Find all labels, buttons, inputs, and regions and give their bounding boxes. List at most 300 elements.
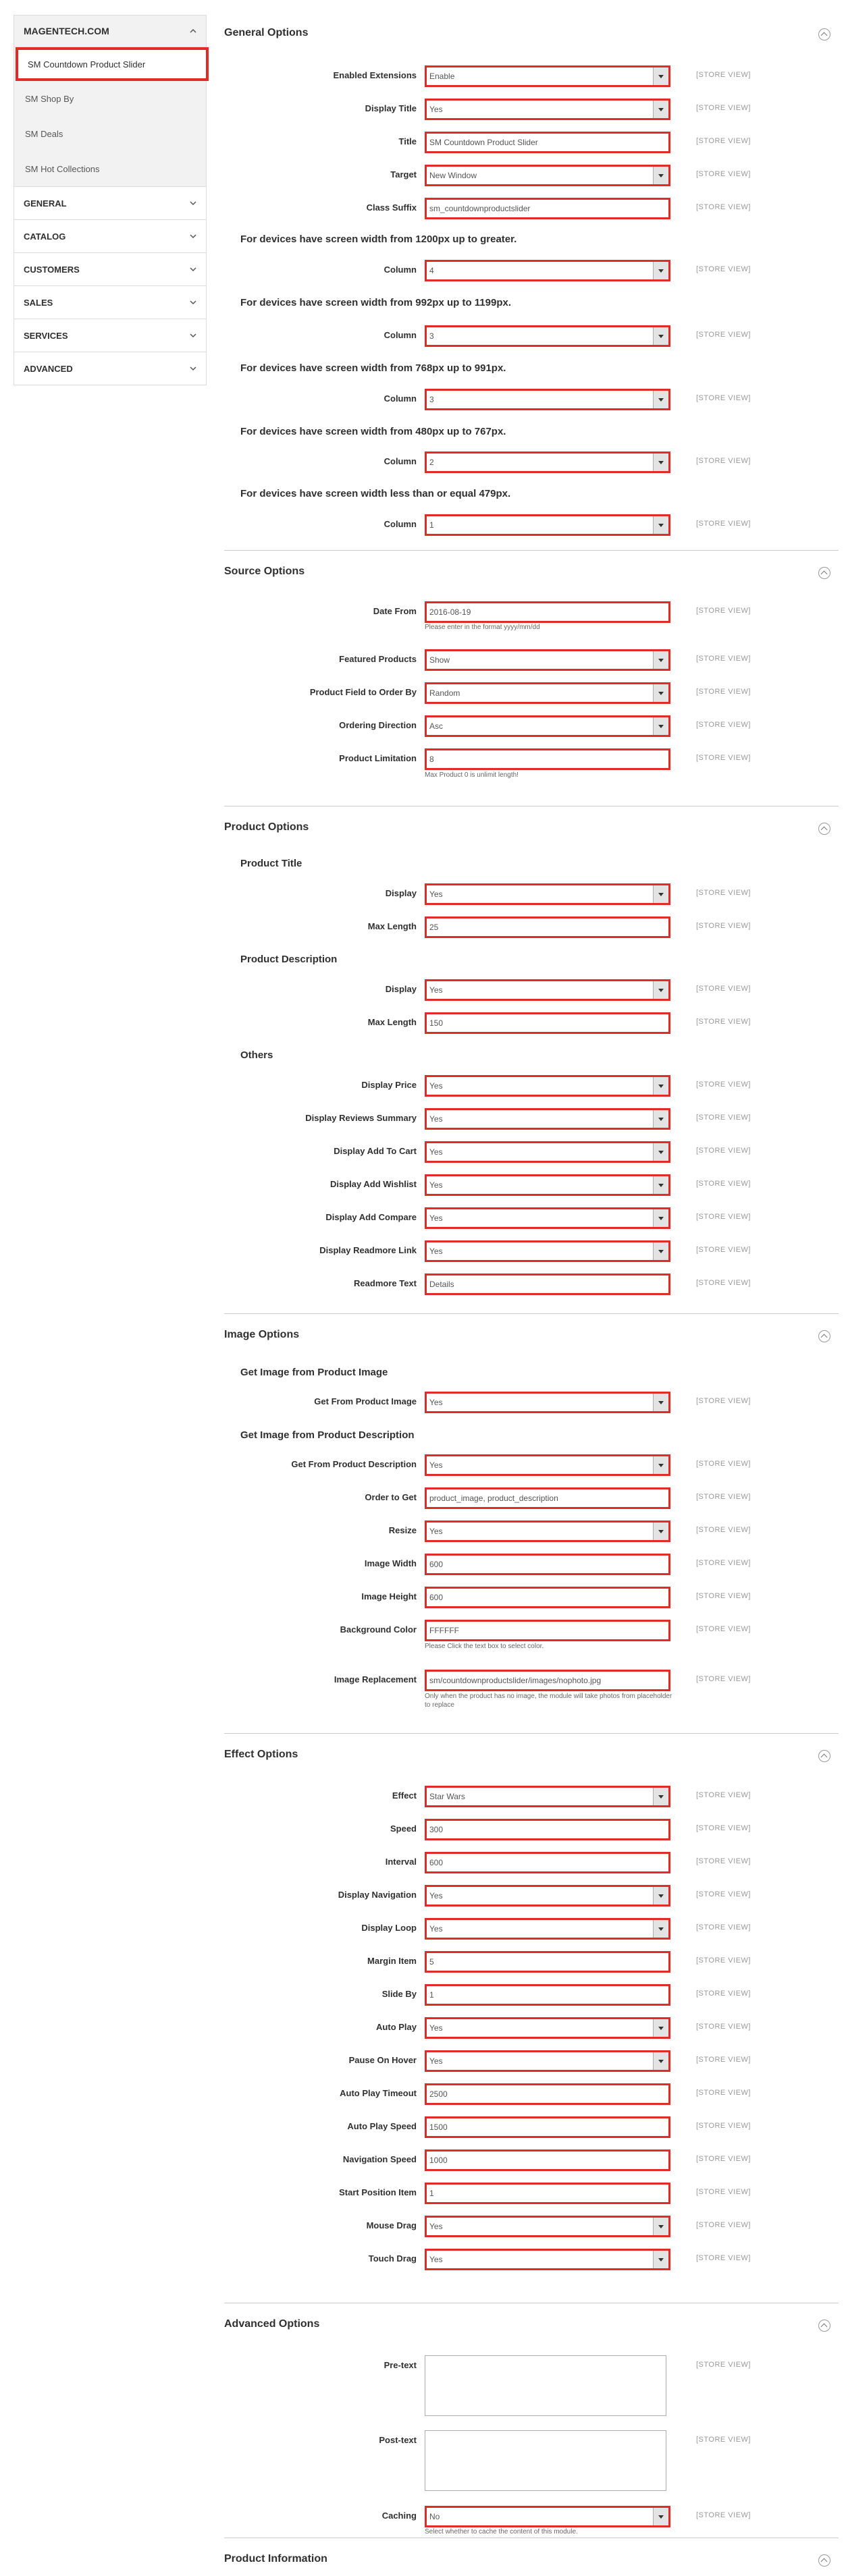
row-column-992 <box>224 325 839 346</box>
scope-label: [STORE VIEW] <box>696 922 751 930</box>
sidebar-section-label: CATALOG <box>24 231 66 242</box>
auto-play-select[interactable] <box>425 2017 670 2039</box>
field-label: Title <box>398 136 417 146</box>
sidebar-item-deals[interactable]: SM Deals <box>25 128 63 139</box>
image-options-section <box>224 1314 839 1734</box>
select-value: Yes <box>429 1246 443 1256</box>
row-order-get <box>224 1487 839 1508</box>
field-label: Pause On Hover <box>348 2055 417 2065</box>
field-label: Display Navigation <box>338 1890 417 1900</box>
row-post-text <box>224 2430 839 2492</box>
row-display-wishlist <box>224 1174 839 1195</box>
row-pre-text <box>224 2355 839 2417</box>
display-navigation-select[interactable] <box>425 1885 670 1907</box>
scope-label: [STORE VIEW] <box>696 1080 751 1089</box>
heading-1200: For devices have screen width from 1200px up to greater. <box>240 234 517 245</box>
field-label: Order to Get <box>365 1492 417 1502</box>
order-get-input[interactable]: product_image, product_description <box>425 1487 670 1509</box>
sidebar-section-label: GENERAL <box>24 198 67 209</box>
scope-label: [STORE VIEW] <box>696 1592 751 1600</box>
title-input[interactable]: SM Countdown Product Slider <box>425 132 670 153</box>
post-text-textarea[interactable] <box>425 2430 666 2491</box>
sidebar-section-label: SERVICES <box>24 330 68 341</box>
order-field-select[interactable] <box>425 682 670 704</box>
field-label: Get From Product Image <box>314 1396 417 1406</box>
row-from-image <box>224 1392 839 1412</box>
select-arrow-icon <box>658 2258 664 2262</box>
collapse-icon[interactable] <box>818 823 830 835</box>
scope-label: [STORE VIEW] <box>696 1018 751 1026</box>
field-label: Column <box>384 519 417 529</box>
select-arrow-icon <box>658 692 664 695</box>
scope-label: [STORE VIEW] <box>696 1114 751 1122</box>
select-arrow-icon <box>658 1795 664 1799</box>
autoplay-timeout-input[interactable]: 2500 <box>425 2083 670 2105</box>
scope-label: [STORE VIEW] <box>696 2221 751 2229</box>
select-value: Yes <box>429 1891 443 1900</box>
sidebar-item-shop-by[interactable]: SM Shop By <box>25 93 74 104</box>
select-value: Yes <box>429 1114 443 1124</box>
field-label: Pre-text <box>384 2360 417 2370</box>
sidebar-section-label: ADVANCED <box>24 363 73 374</box>
title-maxlen-input[interactable]: 25 <box>425 916 670 938</box>
chevron-up-icon <box>190 28 196 34</box>
scope-label: [STORE VIEW] <box>696 2511 751 2519</box>
field-label: Column <box>384 330 417 340</box>
image-height-input[interactable]: 600 <box>425 1587 670 1608</box>
section-title-image[interactable]: Image Options <box>224 1329 300 1340</box>
heading-from-desc: Get Image from Product Description <box>240 1429 415 1441</box>
scope-label: [STORE VIEW] <box>696 2056 751 2064</box>
general-options-section <box>224 0 839 551</box>
sidebar-section-services[interactable] <box>14 319 206 352</box>
field-label: Column <box>384 393 417 404</box>
select-arrow-icon <box>658 1894 664 1898</box>
select-value: Yes <box>429 889 443 899</box>
caching-note: Select whether to cache the content of this module. <box>425 2528 578 2536</box>
row-column-768 <box>224 389 839 409</box>
row-column-1200 <box>224 260 839 280</box>
scope-label: [STORE VIEW] <box>696 1923 751 1931</box>
image-width-input[interactable]: 600 <box>425 1554 670 1575</box>
column-479-select[interactable] <box>425 514 670 536</box>
select-arrow-icon <box>658 725 664 728</box>
scope-label: [STORE VIEW] <box>696 2089 751 2097</box>
field-label: Enabled Extensions <box>333 70 417 80</box>
select-arrow-icon <box>658 989 664 992</box>
field-label: Start Position Item <box>339 2187 417 2197</box>
display-loop-select[interactable] <box>425 1918 670 1940</box>
select-arrow-icon <box>658 2027 664 2030</box>
row-desc-maxlen <box>224 1012 839 1033</box>
pause-hover-select[interactable] <box>425 2050 670 2072</box>
effect-select[interactable] <box>425 1786 670 1807</box>
title-display-select[interactable] <box>425 883 670 905</box>
sidebar-section-advanced[interactable] <box>14 352 206 385</box>
scope-label: [STORE VIEW] <box>696 1493 751 1501</box>
row-column-479 <box>224 514 839 535</box>
row-column-480 <box>224 451 839 472</box>
field-label: Caching <box>381 2511 417 2521</box>
collapse-icon[interactable] <box>818 28 830 40</box>
scope-label: [STORE VIEW] <box>696 1890 751 1898</box>
sidebar-item-countdown-slider[interactable]: SM Countdown Product Slider <box>16 47 209 81</box>
row-autoplay-speed <box>224 2116 839 2137</box>
scope-label: [STORE VIEW] <box>696 1526 751 1534</box>
select-value: Yes <box>429 1180 443 1190</box>
desc-maxlen-input[interactable]: 150 <box>425 1012 670 1034</box>
heading-others: Others <box>240 1049 273 1061</box>
heading-768: For devices have screen width from 768px up to 991px. <box>240 362 506 374</box>
class-suffix-input[interactable]: sm_countdownproductslider <box>425 198 670 219</box>
date-from-input[interactable]: 2016-08-19 <box>425 601 670 623</box>
order-dir-select[interactable] <box>425 715 670 737</box>
touch-drag-select[interactable] <box>425 2249 670 2270</box>
select-value: Asc <box>429 721 444 731</box>
scope-label: [STORE VIEW] <box>696 1246 751 1254</box>
select-arrow-icon <box>658 659 664 662</box>
select-value: Yes <box>429 2222 443 2231</box>
display-title-select[interactable] <box>425 99 670 120</box>
scope-label: [STORE VIEW] <box>696 71 751 79</box>
field-label: Display Price <box>361 1080 417 1090</box>
from-desc-select[interactable] <box>425 1454 670 1476</box>
row-desc-display <box>224 979 839 999</box>
select-arrow-icon <box>658 1530 664 1533</box>
sidebar-section-general[interactable] <box>14 186 206 219</box>
select-value: Yes <box>429 2023 443 2033</box>
sidebar-section-sales[interactable] <box>14 285 206 319</box>
scope-label: [STORE VIEW] <box>696 721 751 729</box>
sidebar-section-catalog[interactable] <box>14 219 206 252</box>
readmore-text-input[interactable]: Details <box>425 1273 670 1295</box>
scope-label: [STORE VIEW] <box>696 1559 751 1567</box>
scope-label: [STORE VIEW] <box>696 1625 751 1633</box>
select-value: 4 <box>429 266 434 275</box>
field-label: Display Add Wishlist <box>330 1179 417 1189</box>
collapse-icon[interactable] <box>818 1750 830 1762</box>
product-options-section <box>224 806 839 1314</box>
desc-display-select[interactable] <box>425 979 670 1001</box>
display-wishlist-select[interactable] <box>425 1174 670 1196</box>
featured-select[interactable] <box>425 649 670 671</box>
scope-label: [STORE VIEW] <box>696 1990 751 1998</box>
row-resize <box>224 1520 839 1541</box>
row-from-desc <box>224 1454 839 1475</box>
scope-label: [STORE VIEW] <box>696 1460 751 1468</box>
row-image-replacement <box>224 1670 839 1690</box>
display-reviews-select[interactable] <box>425 1108 670 1130</box>
resize-select[interactable] <box>425 1520 670 1542</box>
row-display-navigation <box>224 1885 839 1905</box>
select-arrow-icon <box>658 269 664 273</box>
row-image-height <box>224 1587 839 1607</box>
limit-note: Max Product 0 is unlimit length! <box>425 771 519 779</box>
scope-label: [STORE VIEW] <box>696 1180 751 1188</box>
row-start-position <box>224 2183 839 2203</box>
scope-label: [STORE VIEW] <box>696 520 751 528</box>
field-label: Background Color <box>340 1624 417 1635</box>
field-label: Product Field to Order By <box>309 687 417 697</box>
collapse-icon[interactable] <box>818 2554 830 2567</box>
scope-label: [STORE VIEW] <box>696 1791 751 1799</box>
row-title <box>224 132 839 152</box>
scope-label: [STORE VIEW] <box>696 2122 751 2130</box>
display-compare-select[interactable] <box>425 1207 670 1229</box>
row-enabled <box>224 65 839 86</box>
row-pause-hover <box>224 2050 839 2071</box>
select-arrow-icon <box>658 1401 664 1404</box>
row-caching <box>224 2506 839 2526</box>
field-label: Display <box>385 984 417 994</box>
field-label: Column <box>384 456 417 466</box>
config-main <box>224 0 839 2576</box>
bg-color-input[interactable]: FFFFFF <box>425 1620 670 1641</box>
scope-label: [STORE VIEW] <box>696 1857 751 1865</box>
select-arrow-icon <box>658 1250 664 1253</box>
mouse-drag-select[interactable] <box>425 2216 670 2237</box>
select-value: Enable <box>429 72 455 81</box>
field-label: Display Readmore Link <box>319 1245 417 1255</box>
row-display-price <box>224 1075 839 1095</box>
row-date-from <box>224 601 839 622</box>
select-value: Random <box>429 688 460 698</box>
heading-479: For devices have screen width less than or equal 479px. <box>240 488 511 499</box>
scope-label: [STORE VIEW] <box>696 265 751 273</box>
row-display-reviews <box>224 1108 839 1128</box>
select-value: Yes <box>429 1398 443 1407</box>
display-readmore-select[interactable] <box>425 1240 670 1262</box>
row-display-title <box>224 99 839 119</box>
column-768-select[interactable] <box>425 389 670 410</box>
field-label: Image Height <box>361 1591 417 1601</box>
scope-label: [STORE VIEW] <box>696 607 751 615</box>
field-label: Max Length <box>367 921 417 931</box>
row-effect <box>224 1786 839 1806</box>
display-cart-select[interactable] <box>425 1141 670 1163</box>
heading-product-title: Product Title <box>240 858 302 869</box>
field-label: Mouse Drag <box>366 2220 417 2230</box>
bg-note: Please Click the text box to select color. <box>425 1643 544 1650</box>
field-label: Resize <box>388 1525 417 1535</box>
select-arrow-icon <box>658 1184 664 1187</box>
section-title-product[interactable]: Product Options <box>224 821 309 833</box>
scope-label: [STORE VIEW] <box>696 2023 751 2031</box>
row-mouse-drag <box>224 2216 839 2236</box>
chevron-down-icon <box>190 332 196 339</box>
chevron-down-icon <box>190 299 196 306</box>
scope-label: [STORE VIEW] <box>696 688 751 696</box>
collapse-icon[interactable] <box>818 2320 830 2332</box>
select-arrow-icon <box>658 1217 664 1220</box>
start-position-input[interactable]: 1 <box>425 2183 670 2204</box>
select-value: Yes <box>429 1081 443 1091</box>
chevron-down-icon <box>190 365 196 372</box>
select-value: 2 <box>429 458 434 467</box>
select-arrow-icon <box>658 1151 664 1154</box>
select-value: Yes <box>429 105 443 114</box>
scope-label: [STORE VIEW] <box>696 889 751 897</box>
scope-label: [STORE VIEW] <box>696 1824 751 1832</box>
product-information-section <box>224 2538 839 2576</box>
section-title-advanced[interactable]: Advanced Options <box>224 2318 320 2330</box>
field-label: Product Limitation <box>339 753 417 763</box>
field-label: Column <box>384 265 417 275</box>
field-label: Get From Product Description <box>291 1459 417 1469</box>
collapse-icon[interactable] <box>818 567 830 579</box>
row-slide-by <box>224 1984 839 2004</box>
sidebar-group-magentech[interactable] <box>14 16 206 47</box>
field-label: Display Reviews Summary <box>305 1113 417 1123</box>
field-label: Image Replacement <box>334 1674 417 1684</box>
select-arrow-icon <box>658 1085 664 1088</box>
select-arrow-icon <box>658 2515 664 2519</box>
field-label: Post-text <box>379 2435 417 2445</box>
from-image-select[interactable] <box>425 1392 670 1413</box>
row-display-cart <box>224 1141 839 1161</box>
autoplay-speed-input[interactable]: 1500 <box>425 2116 670 2138</box>
scope-label: [STORE VIEW] <box>696 985 751 993</box>
section-title-source[interactable]: Source Options <box>224 566 305 577</box>
select-arrow-icon <box>658 893 664 896</box>
heading-product-desc: Product Description <box>240 954 338 965</box>
column-480-select[interactable] <box>425 451 670 473</box>
scope-label: [STORE VIEW] <box>696 2188 751 2196</box>
field-label: Ordering Direction <box>339 720 417 730</box>
row-touch-drag <box>224 2249 839 2269</box>
limit-input[interactable]: 8 <box>425 748 670 770</box>
select-arrow-icon <box>658 1927 664 1931</box>
scope-label: [STORE VIEW] <box>696 1147 751 1155</box>
select-value: 3 <box>429 395 434 404</box>
speed-input[interactable]: 300 <box>425 1819 670 1840</box>
replacement-note: Only when the product has no image, the module will take photos from placeholder to replace <box>425 1693 672 1709</box>
chevron-down-icon <box>190 200 196 207</box>
row-order-field <box>224 682 839 703</box>
section-title-info[interactable]: Product Information <box>224 2553 327 2565</box>
column-992-select[interactable] <box>425 325 670 347</box>
sidebar-section-customers[interactable] <box>14 252 206 285</box>
config-sidebar <box>14 15 207 385</box>
select-arrow-icon <box>658 335 664 338</box>
heading-480: For devices have screen width from 480px up to 767px. <box>240 426 506 437</box>
sidebar-section-label: CUSTOMERS <box>24 264 80 275</box>
field-label: Speed <box>390 1824 417 1834</box>
select-arrow-icon <box>658 174 664 177</box>
select-value: 3 <box>429 331 434 341</box>
field-label: Interval <box>385 1857 417 1867</box>
scope-label: [STORE VIEW] <box>696 137 751 145</box>
scope-label: [STORE VIEW] <box>696 2155 751 2163</box>
field-label: Display Add To Cart <box>334 1146 417 1156</box>
column-1200-select[interactable] <box>425 260 670 281</box>
heading-992: For devices have screen width from 992px up to 1199px. <box>240 297 511 308</box>
row-order-dir <box>224 715 839 736</box>
pre-text-textarea[interactable] <box>425 2355 666 2416</box>
interval-input[interactable]: 600 <box>425 1852 670 1873</box>
field-label: Featured Products <box>339 654 417 664</box>
select-value: New Window <box>429 171 477 180</box>
scope-label: [STORE VIEW] <box>696 655 751 663</box>
select-value: Show <box>429 655 450 665</box>
row-title-display <box>224 883 839 904</box>
field-label: Display <box>385 888 417 898</box>
field-label: Max Length <box>367 1017 417 1027</box>
row-speed <box>224 1819 839 1839</box>
scope-label: [STORE VIEW] <box>696 331 751 339</box>
slide-by-input[interactable]: 1 <box>425 1984 670 2006</box>
margin-item-input[interactable]: 5 <box>425 1951 670 1973</box>
select-arrow-icon <box>658 2225 664 2228</box>
image-replacement-input[interactable]: sm/countdownproductslider/images/nophoto.jpg <box>425 1670 670 1691</box>
row-featured <box>224 649 839 669</box>
field-label: Auto Play <box>376 2022 417 2032</box>
row-bg-color <box>224 1620 839 1640</box>
scope-label: [STORE VIEW] <box>696 2436 751 2444</box>
select-value: Yes <box>429 2255 443 2264</box>
section-title-general[interactable]: General Options <box>224 27 309 38</box>
row-navigation-speed <box>224 2149 839 2170</box>
row-interval <box>224 1852 839 1872</box>
row-title-maxlen <box>224 916 839 937</box>
scope-label: [STORE VIEW] <box>696 170 751 178</box>
section-title-effect[interactable]: Effect Options <box>224 1749 298 1760</box>
scope-label: [STORE VIEW] <box>696 754 751 762</box>
select-arrow-icon <box>658 461 664 464</box>
select-value: 1 <box>429 520 434 530</box>
scope-label: [STORE VIEW] <box>696 1675 751 1683</box>
row-target <box>224 165 839 185</box>
display-price-select[interactable] <box>425 1075 670 1097</box>
select-value: Yes <box>429 985 443 995</box>
row-display-readmore <box>224 1240 839 1261</box>
caching-select[interactable] <box>425 2506 670 2527</box>
scope-label: [STORE VIEW] <box>696 2254 751 2262</box>
advanced-options-section <box>224 2303 839 2538</box>
select-arrow-icon <box>658 398 664 402</box>
navigation-speed-input[interactable]: 1000 <box>425 2149 670 2171</box>
field-label: Display Add Compare <box>325 1212 417 1222</box>
enabled-select[interactable] <box>425 65 670 87</box>
collapse-icon[interactable] <box>818 1330 830 1342</box>
effect-options-section <box>224 1734 839 2303</box>
select-value: No <box>429 2512 440 2521</box>
select-arrow-icon <box>658 1464 664 1467</box>
row-auto-play <box>224 2017 839 2037</box>
field-label: Slide By <box>381 1989 417 1999</box>
field-label: Navigation Speed <box>342 2154 417 2164</box>
row-autoplay-timeout <box>224 2083 839 2104</box>
heading-from-image: Get Image from Product Image <box>240 1367 388 1378</box>
scope-label: [STORE VIEW] <box>696 2361 751 2369</box>
scope-label: [STORE VIEW] <box>696 1213 751 1221</box>
field-label: Display Loop <box>361 1923 417 1933</box>
select-arrow-icon <box>658 108 664 111</box>
field-label: Target <box>390 169 417 180</box>
select-value: Yes <box>429 2056 443 2066</box>
field-label: Effect <box>392 1790 417 1801</box>
row-readmore-text <box>224 1273 839 1294</box>
select-arrow-icon <box>658 75 664 78</box>
scope-label: [STORE VIEW] <box>696 1279 751 1287</box>
chevron-down-icon <box>190 266 196 273</box>
row-display-compare <box>224 1207 839 1228</box>
sidebar-item-hot-collections[interactable]: SM Hot Collections <box>25 163 100 174</box>
row-class-suffix <box>224 198 839 218</box>
row-display-loop <box>224 1918 839 1938</box>
select-value: Yes <box>429 1147 443 1157</box>
target-select[interactable] <box>425 165 670 186</box>
